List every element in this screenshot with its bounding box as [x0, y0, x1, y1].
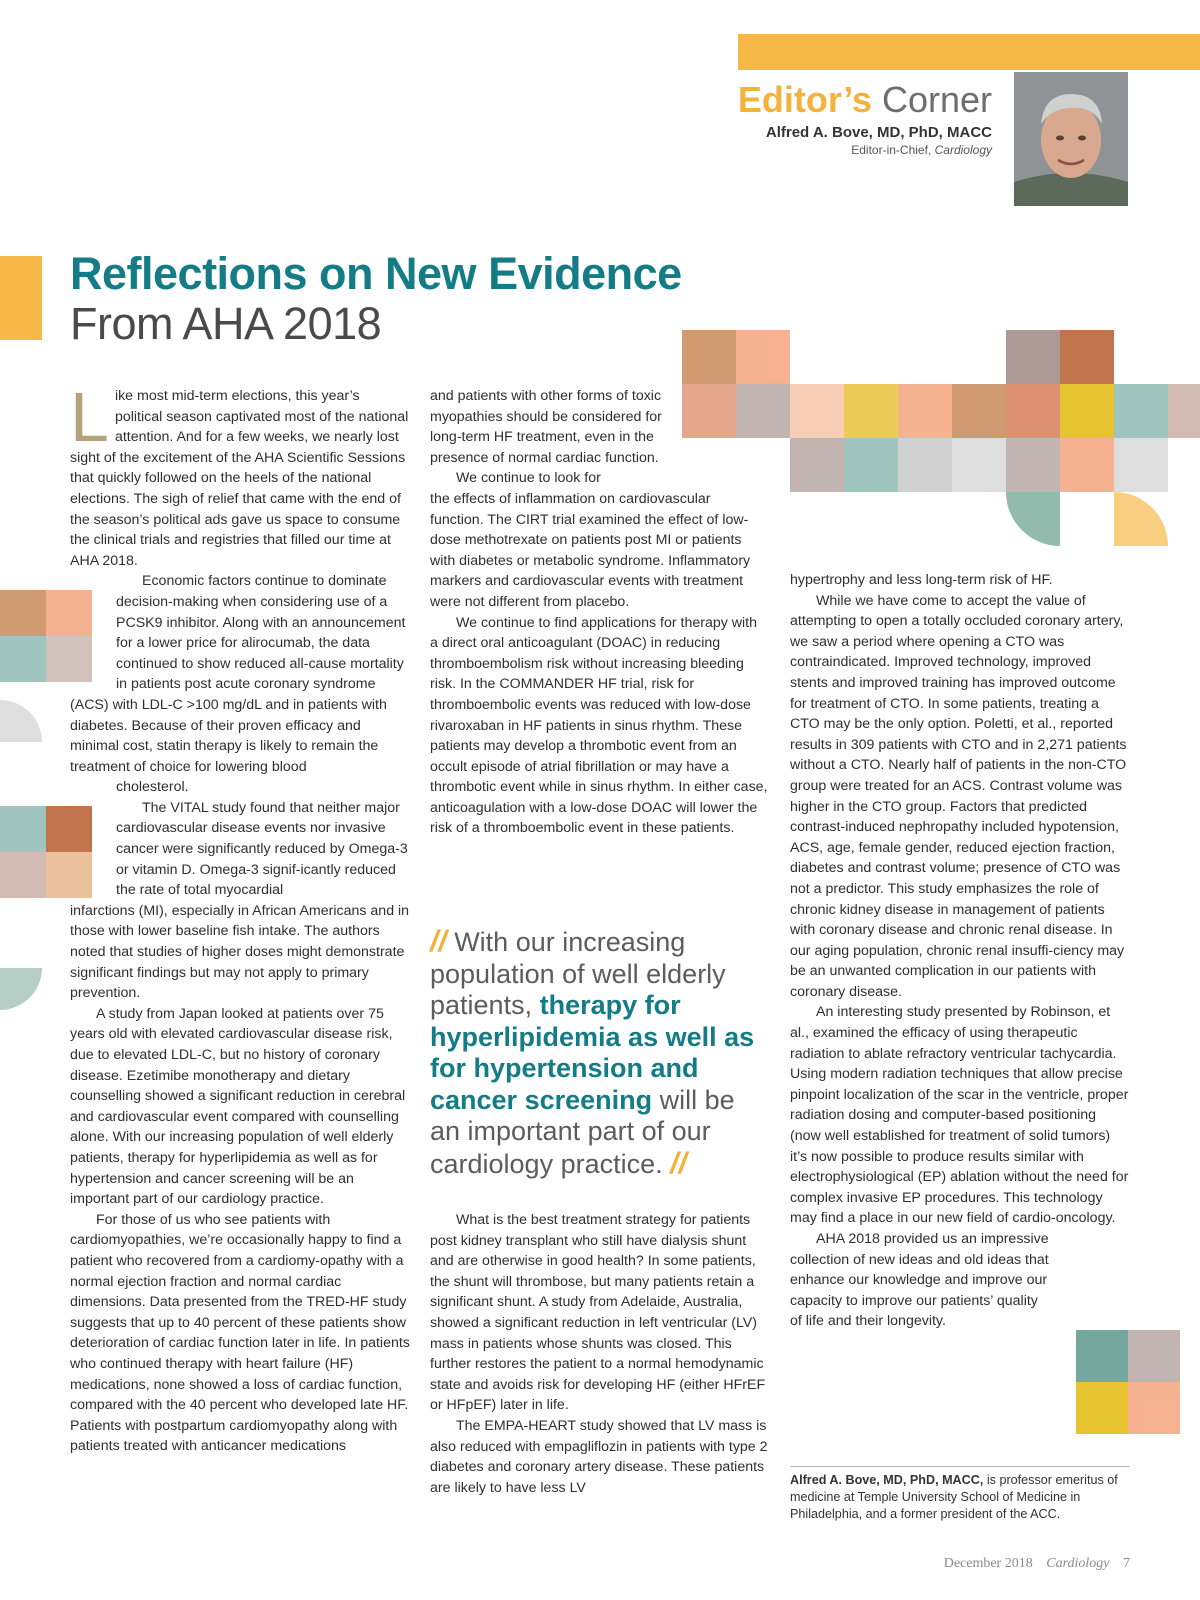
editor-publication: Cardiology [934, 143, 992, 157]
bio-divider [790, 1466, 1130, 1467]
paragraph-doac: We continue to find applications for therapy with a direct oral anticoagulant (DOAC) in reducing thromboembolism risk without increasing bleeding risk. In the COMMANDER HF trial, risk for thromboembolic events was reduced with low-dose rivaroxaban in HF patients in sinus rhythm. These patients may develop a thrombotic event from an occult episode of atrial fibrillation or may have a thrombotic event while in sinus rhythm. In either case, anticoagulation with a low-dose DOAC will lower the risk of a thromboembolic event in these patients. [430, 614, 768, 837]
paragraph-pcsk9-cont: (ACS) with LDL-C >100 mg/dL and in patients with diabetes. Because of their proven efficacy and minimal cost, statin therapy is likely to remain the treatment of choice for lowering blood [70, 696, 387, 775]
paragraph-inflammation: the effects of inflammation on cardiovascular function. The CIRT trial examined the effect of low-dose methotrexate on patients post MI or patients with diabetes or metabolic syndrome. Inflammatory markers and cardiovascular events with treatment were not different from placebo. [430, 490, 751, 610]
footer-date: December 2018 [943, 1556, 1033, 1571]
paragraph-hypertrophy: hypertrophy and less long-term risk of HF. [790, 572, 1053, 588]
corner-title-word1: Editor’s [737, 79, 872, 120]
editor-role [851, 143, 992, 157]
close-quote-mark: // [670, 1146, 687, 1180]
drop-cap: L [70, 378, 109, 456]
page-number: 7 [1123, 1556, 1130, 1571]
article-column-2-lower [430, 1210, 768, 1498]
paragraph-cardiomyopathy: For those of us who see patients with cardiomyopathies, we’re occasionally happy to find a patient who recovered from a cardiomy-opathy with a normal ejection fraction and normal cardiac dimensions. Data presented from the TRED-HF study suggests that up to 40 percent of these patients show deterioration of cardiac function later in life. In patients who continued therapy with heart failure (HF) medications, none showed a loss of cardiac function, compared with the 40 percent who developed late HF. Patients with postpartum cardiomyopathy along with patients treated with anticancer medications [70, 1211, 410, 1455]
pull-quote-highlight: therapy for hyperlipidemia as well as for hypertension and cancer screening [430, 990, 755, 1115]
pattern-cluster-bottom-right [1076, 1330, 1180, 1434]
article-column-2 [430, 386, 768, 839]
header-accent-bar [738, 34, 1200, 70]
title-accent-bar [0, 256, 42, 340]
pull-quote-text-1: With our increasing population of well elderly patients, [430, 927, 726, 1020]
paragraph-cto: While we have come to accept the value of attempting to open a totally occluded coronary artery, we saw a period where opening a CTO was contraindicated. Improved technology, improved stents and improved training has improved outcome for treatment of CTO. In some patients, treating a CTO may be the only option. Poletti, et al., reported results in 309 patients with CTO and in 2,271 patients without a CTO. Nearly half of patients in the non-CTO group were treated for an ACS. Contrast volume was higher in the CTO group. Factors that predicted contrast-induced nephropathy included hypotension, ACS, age, female gender, reduced ejection fraction, diabetes and contrast volume; presence of CTO was not a predictor. This study emphasizes the role of chronic kidney disease in management of patients with coronary disease and chronic renal disease. In our aging population, chronic renal insuffi-ciency may be an unwanted complication in our patients with coronary disease. [790, 592, 1127, 1000]
author-bio [790, 1472, 1130, 1523]
article-column-1 [70, 378, 410, 1457]
paragraph-empa-heart: The EMPA-HEART study showed that LV mass is also reduced with empagliflozin in patients with type 2 diabetes and coronary artery disease. These patients are likely to have less LV [430, 1417, 768, 1496]
paragraph-toxic-myopathies: and patients with other forms of toxic myopathies should be considered for long-term HF treatment, even in the presence of normal cardiac function. [430, 388, 662, 466]
corner-title-word2: Corner [881, 79, 992, 120]
paragraph-pcsk9: Economic factors continue to dominate decision-making when considering use of a PCSK9 inhibitor. Along with an announcement for a lower price for alirocumab, the data continued to show reduced all-cause mortality in patients post acute coronary syndrome [116, 573, 406, 693]
article-column-3 [790, 570, 1130, 1332]
paragraph-intro [70, 378, 410, 571]
editor-role-text: Editor-in-Chief, [851, 143, 932, 157]
paragraph-vital-cont: infarctions (MI), especially in African Americans and in those with lower baseline fish intake. The authors noted that studies of higher doses might demonstrate significant findings but may not apply to primary prevention. [70, 902, 410, 1002]
editor-portrait-photo [1014, 72, 1128, 206]
paragraph-kidney-transplant: What is the best treatment strategy for patients post kidney transplant who still have dialysis shunt and are otherwise in good health? In some patients, the shunt will thrombose, but many patients retain a significant shunt. A study from Adelaide, Australia, showed a significant reduction in left ventricular (LV) mass in patients whose shunts was closed. This further restores the patient to a normal hemodynamic state and avoids risk for developing HF (either HFrEF or HFpEF) later in life. [430, 1212, 766, 1414]
paragraph-conclusion: AHA 2018 provided us an impressive collection of new ideas and old ideas that enhance our knowledge and improve our capacity to improve our patients’ quality of life and their longevity. [790, 1231, 1049, 1330]
editor-name: Alfred A. Bove, MD, PhD, MACC [765, 124, 992, 141]
bio-text: is professor emeritus of medicine at Temple University School of Medicine in Philadelphia, and a former president of the ACC. [790, 1473, 1118, 1521]
paragraph-inflammation-start: We continue to look for [456, 470, 601, 487]
paragraph-intro-text: ike most mid-term elections, this year’s political season captivated most of the national attention. And for a few weeks, we nearly lost sight of the excitement of the AHA Scientific Sessions that quickly followed on the heels of the national elections. The sigh of relief that came with the end of the season’s political ads gave us space to consume the clinical trials and registries that filled our time at AHA 2018. [70, 388, 409, 569]
footer-publication-name: Cardiology [1046, 1556, 1110, 1571]
pull-quote-text-2: will be an important part of our cardiology practice. [430, 1084, 735, 1179]
paragraph-pcsk9-end: cholesterol. [116, 779, 189, 796]
paragraph-vital: The VITAL study found that neither major cardiovascular disease events nor invasive cancer were significantly reduced by Omega-3 or vitamin D. Omega-3 signif-icantly reduced the rate of total myocardial [116, 799, 408, 899]
article-title: Reflections on New Evidence [70, 248, 682, 299]
paragraph-japan-study: A study from Japan looked at patients over 75 years old with elevated cardiovascular disease risk, due to elevated LDL-C, but no history of coronary disease. Ezetimibe monotherapy and dietary counselling showed a significant reduction in cerebral and cardiovascular event compared with counselling alone. With our increasing population of well elderly patients, therapy for hyperlipidemia as well as for hypertension and cancer screening will be an important part of our cardiology practice. [70, 1005, 406, 1208]
bio-name: Alfred A. Bove, MD, PhD, MACC, [790, 1473, 984, 1487]
editors-corner-title [738, 78, 992, 122]
footer-publication [1046, 1556, 1109, 1571]
paragraph-radiation: An interesting study presented by Robinson, et al., examined the efficacy of using therapeutic radiation to ablate refractory ventricular tachycardia. Using modern radiation techniques that allow precise pinpoint localization of the scar in the ventricle, proper radiation dosing and computer-based positioning (now well established for treatment of solid tumors) it’s now possible to produce results similar with electrophysiological (EP) ablation without the need for complex invasive EP procedures. This technology may find a place in our new field of cardio-oncology. [790, 1004, 1129, 1227]
pull-quote [430, 926, 770, 1180]
open-quote-mark: // [430, 925, 447, 958]
page-footer [944, 1556, 1130, 1572]
article-subtitle: From AHA 2018 [70, 298, 382, 349]
